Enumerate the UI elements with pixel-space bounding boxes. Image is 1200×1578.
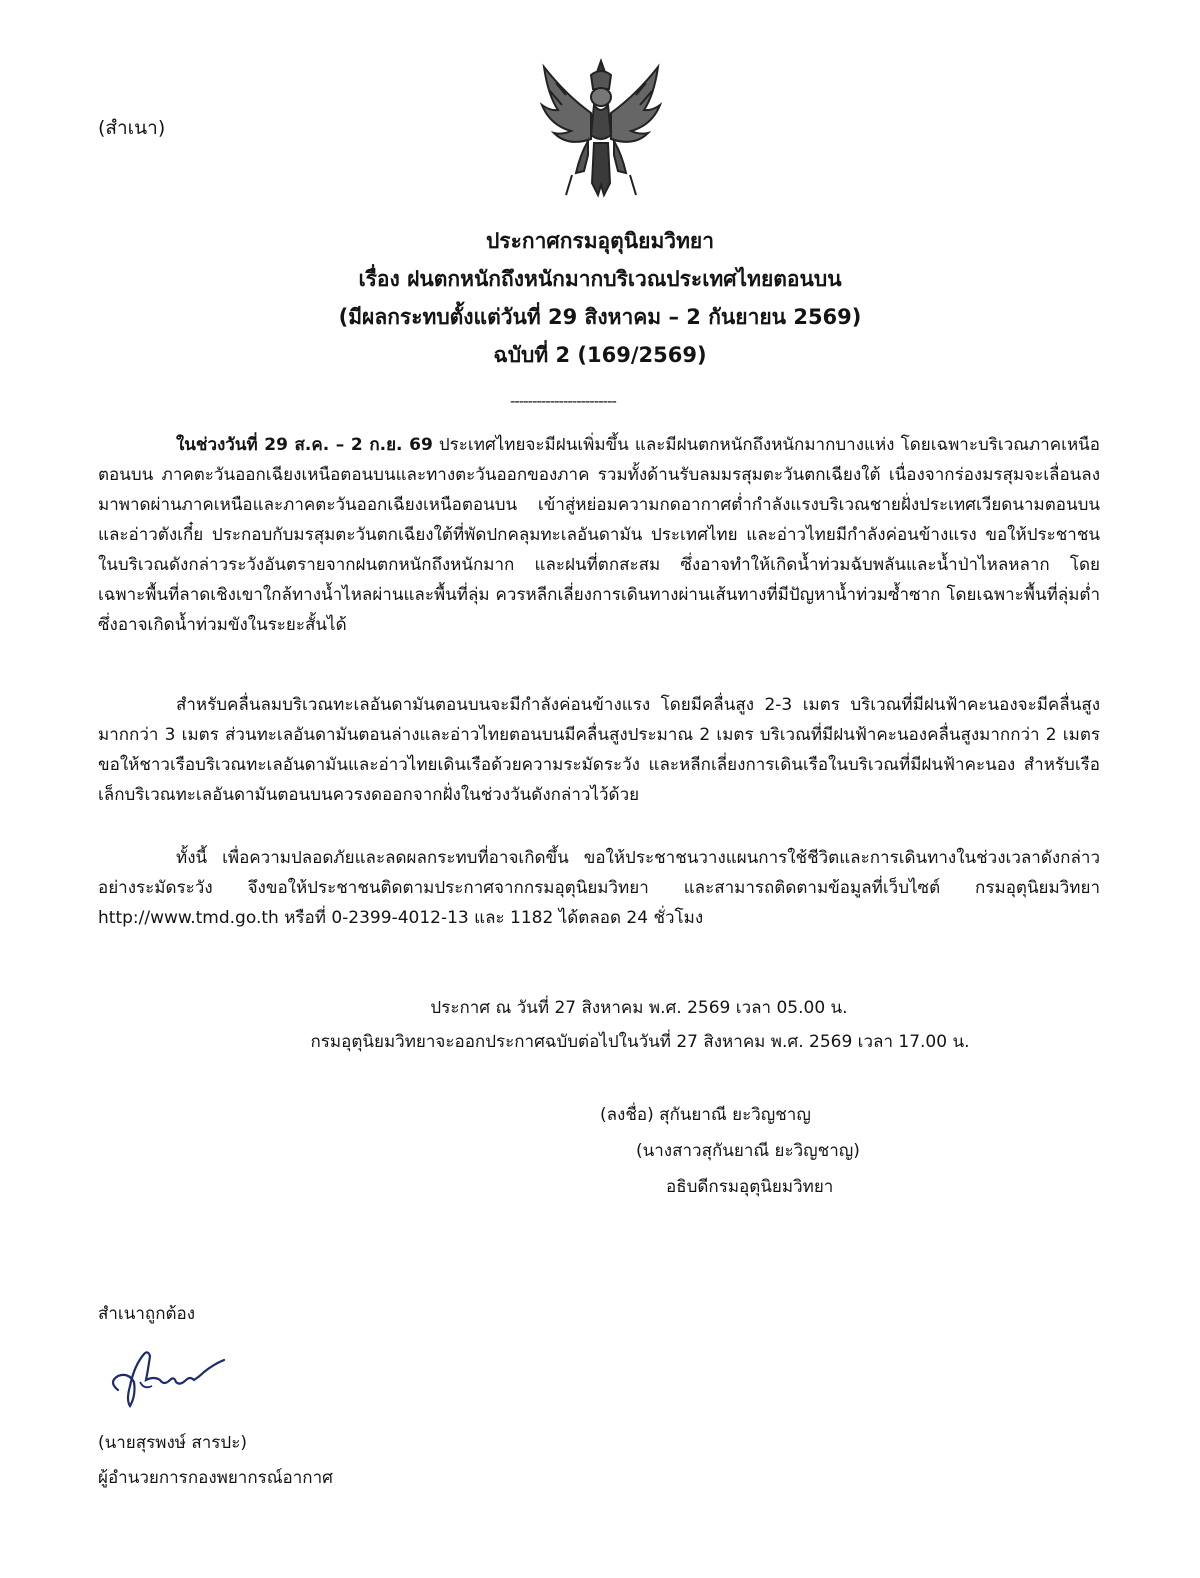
signatory-full-name: (นางสาวสุกันยาณี ยะวิญชาญ) <box>636 1141 860 1161</box>
announcement-issued: ประกาศ ณ วันที่ 27 สิงหาคม พ.ศ. 2569 เวลา 05.00 น. <box>430 998 848 1018</box>
paragraph-advice: ทั้งนี้ เพื่อความปลอดภัยและลดผลกระทบที่อาจเกิดขึ้น ขอให้ประชาชนวางแผนการใช้ชีวิตและการเดินทางในช่วงเวลาดังกล่าวอย่างระมัดระวัง จึงขอให้ประชาชนติดตามประกาศจากกรมอุตุนิยมวิทยา และสามารถติดตามข้อมูลที่เว็บไซต์ กรมอุตุนิยมวิทยา http://www.tmd.go.th หรือที่ 0-2399-4012-13 และ 1182 ได้ตลอด 24 ชั่วโมง <box>98 848 1100 928</box>
announcement-next: กรมอุตุนิยมวิทยาจะออกประกาศฉบับต่อไปในวันที่ 27 สิงหาคม พ.ศ. 2569 เวลา 17.00 น. <box>310 1032 970 1052</box>
title-divider: ------------------------ <box>510 392 616 410</box>
certifier-name: (นายสุรพงษ์ สารปะ) <box>98 1433 247 1453</box>
paragraph-waves: สำหรับคลื่นลมบริเวณทะเลอันดามันตอนบนจะมีกำลังค่อนข้างแรง โดยมีคลื่นสูง 2-3 เมตร บริเวณที่มีฝนฟ้าคะนองจะมีคลื่นสูงมากกว่า 3 เมตร ส่วนทะเลอันดามันตอนล่างและอ่าวไทยตอนบนมีคลื่นสูงประมาณ 2 เมตร บริเวณที่มีฝนฟ้าคะนองคลื่นสูงมากกว่า 2 เมตร ขอให้ชาวเรือบริเวณทะเลอันดามันและอ่าวไทยเดินเรือด้วยความระมัดระวัง และหลีกเลี่ยงการเดินเรือในบริเวณที่มีฝนฟ้าคะนอง สำหรับเรือเล็กบริเวณทะเลอันดามันตอนบนควรงดออกจากฝั่งในช่วงวันดังกล่าวไว้ด้วย <box>98 695 1100 805</box>
title-agency: ประกาศกรมอุตุนิยมวิทยา <box>485 229 715 253</box>
handwritten-signature <box>104 1346 234 1416</box>
paragraph-forecast <box>98 430 1100 640</box>
paragraph-lead-dates: ในช่วงวันที่ 29 ส.ค. – 2 ก.ย. 69 <box>176 435 433 455</box>
copy-label: (สำเนา) <box>98 117 166 139</box>
title-subject: เรื่อง ฝนตกหนักถึงหนักมากบริเวณประเทศไทยตอนบน <box>358 267 842 291</box>
title-issue-number: ฉบับที่ 2 (169/2569) <box>493 343 707 367</box>
signatory-position: อธิบดีกรมอุตุนิยมวิทยา <box>666 1177 834 1197</box>
document-title <box>0 222 1200 374</box>
certified-copy-label: สำเนาถูกต้อง <box>98 1304 196 1324</box>
garuda-emblem-icon <box>536 55 666 203</box>
paragraph-forecast-text: ประเทศไทยจะมีฝนเพิ่มขึ้น และมีฝนตกหนักถึงหนักมากบางแห่ง โดยเฉพาะบริเวณภาคเหนือตอนบน ภาคตะวันออกเฉียงเหนือตอนบนและทางตะวันออกของภาค รวมทั้งด้านรับลมมรสุมตะวันตกเฉียงใต้ เนื่องจากร่องมรสุมจะเลื่อนลงมาพาดผ่านภาคเหนือและภาคตะวันออกเฉียงเหนือตอนบน เข้าสู่หย่อมความกดอากาศต่ำกำลังแรงบริเวณชายฝั่งประเทศเวียดนามตอนบนและอ่าวตังเกี๋ย ประกอบกับมรสุมตะวันตกเฉียงใต้ที่พัดปกคลุมทะเลอันดามัน ประเทศไทย และอ่าวไทยมีกำลังค่อนข้างแรง ขอให้ประชาชนในบริเวณดังกล่าวระวังอันตรายจากฝนตกหนักถึงหนักมาก และฝนที่ตกสะสม ซึ่งอาจทำให้เกิดน้ำท่วมฉับพลันและน้ำป่าไหลหลาก โดยเฉพาะพื้นที่ลาดเชิงเขาใกล้ทางน้ำไหลผ่านและพื้นที่ลุ่ม ควรหลีกเลี่ยงการเดินทางผ่านเส้นทางที่มีปัญหาน้ำท่วมซ้ำซาก โดยเฉพาะพื้นที่ลุ่มต่ำ ซึ่งอาจเกิดน้ำท่วมขังในระยะสั้นได้ <box>98 435 1100 635</box>
signatory-signed: (ลงชื่อ) สุกันยาณี ยะวิญชาญ <box>600 1105 811 1125</box>
certifier-position: ผู้อำนวยการกองพยากรณ์อากาศ <box>98 1468 333 1488</box>
title-effect-period: (มีผลกระทบตั้งแต่วันที่ 29 สิงหาคม – 2 กันยายน 2569) <box>338 305 862 329</box>
